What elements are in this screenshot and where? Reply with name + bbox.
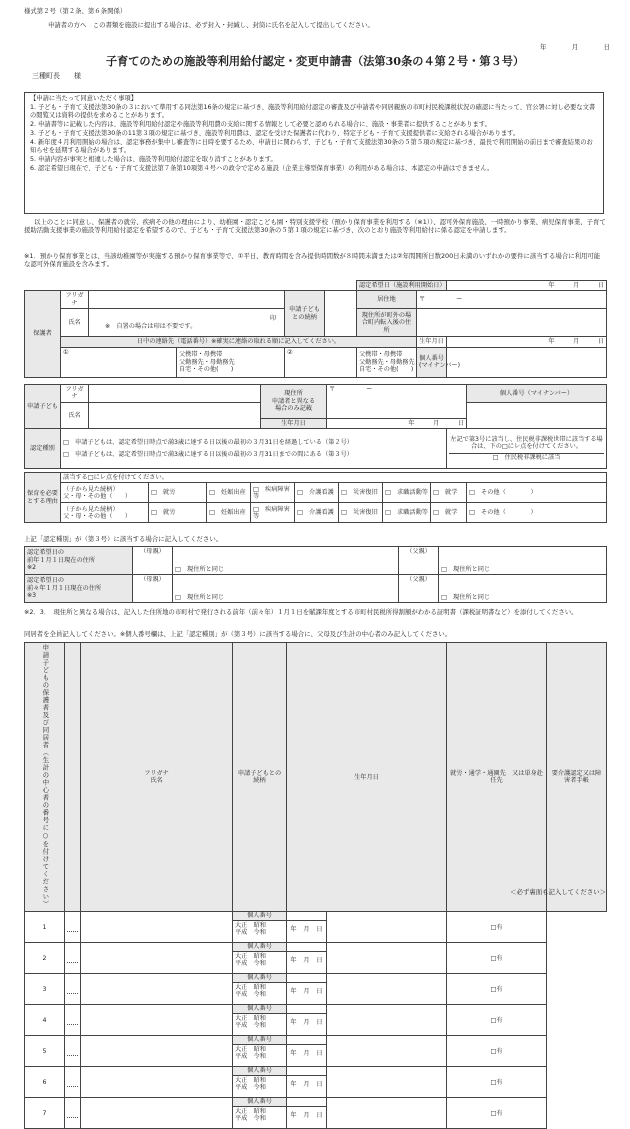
tax-exempt-cell: [447, 429, 607, 469]
row-number[interactable]: 2: [25, 943, 65, 974]
mynumber-label: 個人番号: [233, 974, 286, 982]
household-row: [25, 974, 607, 1005]
guardian-furigana-field[interactable]: [89, 291, 285, 309]
col-relation: 申請子どもとの続柄: [233, 643, 287, 912]
household-birth-field[interactable]: 年 月 日: [290, 1112, 323, 1120]
row-number[interactable]: 6: [25, 1067, 65, 1098]
guardian-name-field[interactable]: [89, 309, 285, 337]
mynumber-label: 個人番号: [233, 1005, 286, 1013]
household-birth-cell: [287, 1098, 327, 1129]
alt-address-label: 現住所が町外の場合町内転入後の住所: [357, 309, 417, 337]
note-1: ※1．預かり保育事業とは、当該幼稚園等が実施する預かり保育事業等で、①平日、教育時間を含み提供時間数が８時間未満または②年間開所日数200日未満のいずれかの要件に該当する場合に利用可能な認可外保育施設を含みます。: [24, 252, 601, 268]
consent-item: 6. 認定希望日現在で、子ども・子育て支援法第７条第10項第４号ハの政令で定める施設（企業主導型保育事業）の利用がある場合は、本認定の申請はできません。: [30, 165, 494, 173]
household-workplace-field[interactable]: [327, 1098, 447, 1129]
household-birth-cell: [287, 974, 327, 1005]
furigana-label: フリガナ: [61, 291, 89, 309]
guardian-label: 保護者: [25, 291, 61, 377]
care-checkbox[interactable]: □有: [447, 1036, 547, 1067]
household-row: [25, 1005, 607, 1036]
household-relation-field[interactable]: [81, 1067, 233, 1098]
consent-item: 5. 申請内容が事実と相違した場合は、施設等利用給付認定を取り消すことがあります。: [30, 156, 277, 164]
birth-label: 生年月日: [417, 337, 447, 347]
era-options[interactable]: 大正 昭和 平成 令和: [235, 1014, 266, 1030]
household-name-field[interactable]: [65, 912, 81, 943]
start-date-label: 認定希望日（施設利用開始日）: [357, 281, 447, 291]
reason-option[interactable]: □ 妊娠出産: [207, 483, 251, 503]
child-birth-label: 生年月日: [261, 418, 327, 428]
mynumber-label: 個人番号: [233, 943, 286, 951]
relation-field[interactable]: [325, 291, 357, 337]
household-mynumber-cell: [233, 1036, 287, 1067]
household-birth-cell: [287, 1036, 327, 1067]
care-checkbox[interactable]: □有: [447, 974, 547, 1005]
seal-note: ※ 自署の場合は印は不要です。: [105, 322, 197, 330]
household-row: [25, 912, 607, 943]
relation-label: 申請子どもとの続柄: [285, 291, 325, 337]
tax-exempt-checkbox[interactable]: □ 住民税非課税に該当: [449, 453, 604, 461]
guardian-mynumber-field[interactable]: [447, 347, 607, 377]
reason-option[interactable]: □ 介護看護: [295, 503, 339, 523]
household-workplace-field[interactable]: [327, 1036, 447, 1067]
household-mynumber-field[interactable]: [287, 912, 326, 921]
household-birth-cell: [287, 943, 327, 974]
household-row: [25, 1098, 607, 1129]
reason-option[interactable]: □ 求職活動等: [383, 503, 431, 523]
household-birth-cell: [287, 912, 327, 943]
child-furigana-field[interactable]: [89, 385, 261, 403]
child-name-field[interactable]: [89, 402, 261, 428]
household-note: 同居者を全員記入してください。※個人番号欄は、上記「認定種別」が（第３号）に該当する場合に、父母及び生計の中心者のみ記入してください。: [24, 630, 452, 638]
mother-label: （母親）: [133, 547, 173, 575]
reason-option[interactable]: □ 災害復旧: [339, 483, 383, 503]
form-number: 様式第２号（第２条、第６条関係）: [24, 7, 127, 15]
household-name-field[interactable]: [65, 1036, 81, 1067]
child-address-field[interactable]: 〒 ー: [327, 385, 467, 419]
reason-header: 該当する□にレ点を付けてください。: [61, 473, 607, 483]
alt-address-field[interactable]: [417, 309, 607, 337]
consent-box: [24, 92, 604, 214]
reason-option[interactable]: □ 就労: [149, 483, 207, 503]
prev-address-2-label: 認定希望日の 前々年１月１日現在の住所 ※3: [25, 575, 133, 603]
reason-option[interactable]: □ 妊娠出産: [207, 503, 251, 523]
child-birth-field[interactable]: 年 月 日: [327, 418, 467, 428]
page-title: 子育てのための施設等利用給付認定・変更申請書（法第30条の４第２号・第３号）: [105, 54, 525, 68]
instruction-text: 申請者の方へ この書類を施設に提出する場合は、必ず封入・封緘し、封筒に氏名を記入して提出してください。: [48, 21, 374, 29]
contact-2-types: 父携帯・母携帯 父勤務先・母勤務先 自宅・その他( ): [357, 347, 417, 377]
household-birth-field[interactable]: 年 月 日: [290, 988, 323, 996]
consent-heading: 【申請に当たって同意いただく事項】: [30, 95, 138, 102]
household-table: [24, 642, 607, 1129]
household-name-field[interactable]: [65, 974, 81, 1005]
child-mynumber-label: 個人番号（マイナンバー）: [467, 385, 607, 403]
care-checkbox[interactable]: □有: [447, 1067, 547, 1098]
household-relation-field[interactable]: [81, 943, 233, 974]
col-birth: 生年月日: [287, 643, 447, 912]
household-birth-field[interactable]: 年 月 日: [290, 926, 323, 934]
col-care: 要介護認定又は障害者手帳: [547, 643, 607, 912]
household-relation-field[interactable]: [81, 1036, 233, 1067]
care-checkbox[interactable]: □有: [447, 1005, 547, 1036]
era-options[interactable]: 大正 昭和 平成 令和: [235, 1076, 266, 1092]
mynumber-label: 個人番号: [233, 1098, 286, 1106]
father-label: （父親）: [399, 575, 439, 603]
household-mynumber-cell: [233, 1005, 287, 1036]
prev-address-1-label: 認定希望日の 前年１月１日現在の住所 ※2: [25, 547, 133, 575]
category-2-checkbox[interactable]: □ 申請子どもは、認定希望日時点で満3歳に達する日以後の最初の３月31日を経過している（第２号）: [63, 439, 353, 447]
reason-table: [24, 472, 607, 523]
child-table: [24, 384, 607, 429]
contact-1-field[interactable]: ①: [61, 347, 177, 377]
row-number[interactable]: 3: [25, 974, 65, 1005]
applicant-table: [24, 280, 607, 378]
category-3-checkbox[interactable]: □ 申請子どもは、認定希望日時点で満3歳に達する日以後の最初の３月31日までの間にある（第３号）: [63, 450, 353, 458]
household-workplace-field[interactable]: [327, 1005, 447, 1036]
household-name-field[interactable]: [65, 1098, 81, 1129]
household-mynumber-cell: [233, 974, 287, 1005]
prev-address-2-father-field[interactable]: □ 現住所と同じ: [439, 575, 607, 603]
row-number[interactable]: 4: [25, 1005, 65, 1036]
household-name-field[interactable]: [65, 943, 81, 974]
household-workplace-field[interactable]: [327, 974, 447, 1005]
tax-exempt-note: 左記で第3号に該当し、住民税非課税世帯に該当する場合は、下の□にレ点を付けてください。: [450, 435, 603, 451]
addressee: 三種町長 様: [32, 72, 81, 80]
consent-item: 3. 子ども・子育て支援法第30条の11第３項の規定に基づき、施設等利用費は、認定を受けた保護者に代わり、特定子ども・子育て支援提供者に支給される場合があります。: [30, 130, 520, 138]
address-field[interactable]: 〒 ー: [417, 291, 607, 309]
care-checkbox[interactable]: □有: [447, 912, 547, 943]
prev-address-1-father-field[interactable]: □ 現住所と同じ: [439, 547, 607, 575]
household-relation-field[interactable]: [81, 974, 233, 1005]
era-options[interactable]: 大正 昭和 平成 令和: [235, 983, 266, 999]
prev-address-note: 上記「認定種別」が（第３号）に該当する場合に記入してください。: [24, 535, 223, 543]
care-checkbox[interactable]: □有: [447, 1098, 547, 1129]
furigana-label: フリガナ: [61, 385, 89, 403]
row-number[interactable]: 7: [25, 1098, 65, 1129]
household-birth-cell: [287, 1067, 327, 1098]
household-mynumber-cell: [233, 1098, 287, 1129]
reason-option[interactable]: □ 疾病障害等: [251, 503, 295, 523]
household-mynumber-cell: [233, 1067, 287, 1098]
father-label: （父親）: [399, 547, 439, 575]
prev-address-1-mother-field[interactable]: □ 現住所と同じ: [173, 547, 399, 575]
row-number[interactable]: 5: [25, 1036, 65, 1067]
category-table: [24, 428, 607, 469]
household-relation-field[interactable]: [81, 1005, 233, 1036]
household-mynumber-field[interactable]: [287, 943, 326, 952]
contact-2-field[interactable]: ②: [285, 347, 357, 377]
era-options[interactable]: 大正 昭和 平成 令和: [235, 1045, 266, 1061]
address-label: 居住地: [357, 291, 417, 309]
reason-option[interactable]: □ 災害復旧: [339, 503, 383, 523]
household-birth-field[interactable]: 年 月 日: [290, 1050, 323, 1058]
mynumber-label: 個人番号: [233, 1067, 286, 1075]
household-relation-field[interactable]: [81, 912, 233, 943]
submission-date: 年 月 日: [540, 43, 610, 51]
consent-item: 2. 申請書等に記載した内容は、施設等利用給付認定や施設等利用費の支給に関する情報として必要と認められる場合に、施設・事業者に提供することがあります。: [30, 121, 491, 129]
consent-item: 4. 新年度４月利用開始の場合は、認定事務が集中し審査等に日時を要するため、申請日に関わらず、子ども・子育て支援法第30条の５第５項の規定に基づき、最長で利用開始の前日まで審査結果のお知らせを延期する場合があります。: [30, 139, 593, 155]
mother-label: （母親）: [133, 575, 173, 603]
household-mynumber-field[interactable]: [287, 1067, 326, 1076]
col-name: フリガナ 氏名: [81, 643, 233, 912]
household-mynumber-field[interactable]: [287, 1098, 326, 1107]
name-label: 氏名: [61, 402, 89, 428]
era-options[interactable]: 大正 昭和 平成 令和: [235, 921, 266, 937]
contact-label: 日中の連絡先（電話番号）※確実に連絡の取れる順に記入してください。: [61, 337, 417, 347]
seal-mark: 印: [269, 315, 276, 323]
reason-relation-1[interactable]: （子から見た続柄） 父・母・その他（ ）: [61, 483, 149, 503]
row-number[interactable]: 1: [25, 912, 65, 943]
household-name-field[interactable]: [65, 1067, 81, 1098]
household-birth-field[interactable]: 年 月 日: [290, 1019, 323, 1027]
household-birth-field[interactable]: 年 月 日: [290, 1081, 323, 1089]
mynumber-label: 個人番号: [233, 912, 286, 920]
intro-text: 以上のことに同意し、保護者の就労、疾病その他の理由により、幼稚園・認定こども園・特別支援学校（預かり保育事業を利用する（※1））、認可外保育施設、一時預かり事業、病児保育事業、子育て援助活動支援事業の施設等利用給付認定を希望するので、子ども・子育て支援法第30条の５第１項の規定に基づき、次のとおり施設等利用給付に係る認定を申請します。: [24, 218, 606, 234]
care-checkbox[interactable]: □有: [447, 943, 547, 974]
consent-item: 1. 子ども・子育て支援法第30条の３において準用する同法第16条の規定に基づき、施設等利用給付認定の審査及び申請者や同居親族の市町村民税課税状況の確認に当たって、官公署に対し必要な文書の閲覧又は資料の提供を求めることがあります。: [30, 104, 596, 120]
guardian-birth-field[interactable]: 年 月 日: [447, 337, 607, 347]
household-mynumber-cell: [233, 943, 287, 974]
note-2-3: ※2．3． 現住所と異なる場合は、記入した住所地の市町村で発行される前年（前々年）１月１日を賦課年度とする市町村民税所得割額がわかる証明書（課税証明書など）を添付してください。: [24, 608, 578, 616]
household-name-field[interactable]: [65, 1005, 81, 1036]
child-address-label: 現住所 申請者と異なる 場合のみ記載: [261, 385, 327, 419]
household-workplace-field[interactable]: [327, 912, 447, 943]
household-relation-field[interactable]: [81, 1098, 233, 1129]
prev-address-table: [24, 546, 607, 603]
reason-option[interactable]: □ 介護看護: [295, 483, 339, 503]
reason-option[interactable]: □ 疾病障害等: [251, 483, 295, 503]
reason-relation-2[interactable]: （子から見た続柄） 父・母・その他（ ）: [61, 503, 149, 523]
prev-address-2-mother-field[interactable]: □ 現住所と同じ: [173, 575, 399, 603]
reason-option[interactable]: □ その他（ ）: [467, 483, 607, 503]
category-options: [61, 429, 447, 469]
household-row: [25, 1036, 607, 1067]
household-mynumber-field[interactable]: [287, 974, 326, 983]
household-mynumber-cell: [233, 912, 287, 943]
mynumber-label: 個人番号 (マイナンバー): [417, 347, 447, 377]
start-date-field[interactable]: 年 月 日: [447, 281, 607, 291]
household-mynumber-field[interactable]: [287, 1036, 326, 1045]
household-row: [25, 1067, 607, 1098]
household-workplace-field[interactable]: [327, 1067, 447, 1098]
household-mynumber-field[interactable]: [287, 1005, 326, 1014]
reason-option[interactable]: □ その他（ ）: [467, 503, 607, 523]
household-workplace-field[interactable]: [327, 943, 447, 974]
footer-note: ＜必ず裏面も記入してください＞: [510, 888, 606, 896]
reason-label: 保育を必要とする理由: [25, 473, 61, 523]
category-label: 認定種別: [25, 429, 61, 469]
col-workplace: 就労・通学・通園先 又は単身赴任先: [447, 643, 547, 912]
era-options[interactable]: 大正 昭和 平成 令和: [235, 1107, 266, 1123]
reason-option[interactable]: □ 就学: [431, 503, 467, 523]
child-mynumber-field[interactable]: [467, 402, 607, 428]
child-label: 申請子ども: [25, 385, 61, 429]
household-birth-field[interactable]: 年 月 日: [290, 957, 323, 965]
contact-1-types: 父携帯・母携帯 父勤務先・母勤務先 自宅・その他( ): [177, 347, 285, 377]
reason-option[interactable]: □ 就労: [149, 503, 207, 523]
household-side-label: 申請子どもの保護者及び同居者（生計の中心者の番号に○を付けてください）: [25, 643, 65, 912]
name-label: 氏名: [61, 309, 89, 337]
household-birth-cell: [287, 1005, 327, 1036]
era-options[interactable]: 大正 昭和 平成 令和: [235, 952, 266, 968]
reason-option[interactable]: □ 就学: [431, 483, 467, 503]
mynumber-label: 個人番号: [233, 1036, 286, 1044]
reason-option[interactable]: □ 求職活動等: [383, 483, 431, 503]
household-row: [25, 943, 607, 974]
